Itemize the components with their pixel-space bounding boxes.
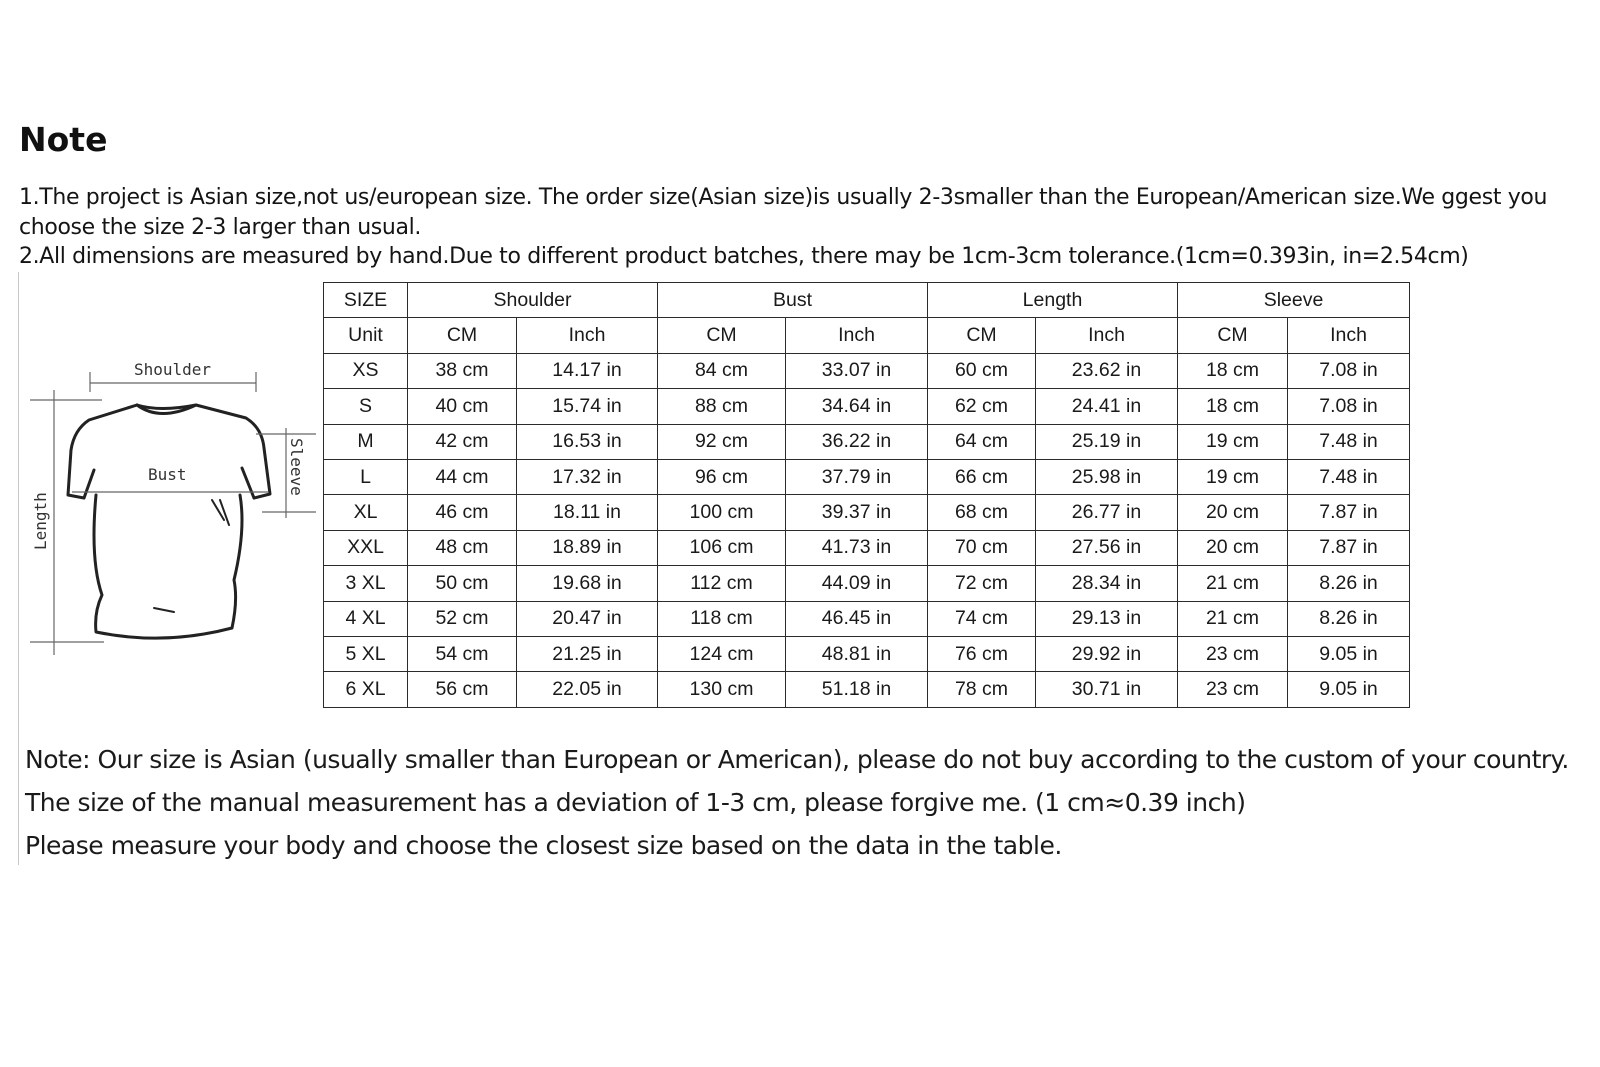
measure-cell: 62 cm xyxy=(928,389,1036,424)
measure-cell: 23 cm xyxy=(1178,672,1288,707)
measure-cell: 18.89 in xyxy=(517,530,658,565)
table-row xyxy=(324,672,1410,707)
measure-cell: 7.48 in xyxy=(1288,424,1410,459)
measure-cell: 112 cm xyxy=(658,566,786,601)
size-cell: 4 XL xyxy=(324,601,408,636)
measure-cell: 37.79 in xyxy=(786,459,928,494)
notes-block xyxy=(19,183,1579,272)
measure-cell: 70 cm xyxy=(928,530,1036,565)
measure-cell: 68 cm xyxy=(928,495,1036,530)
measure-cell: 29.92 in xyxy=(1036,636,1178,671)
unit-cell: Inch xyxy=(786,318,928,353)
measure-cell: 33.07 in xyxy=(786,353,928,388)
measure-cell: 18 cm xyxy=(1178,389,1288,424)
unit-cell: CM xyxy=(928,318,1036,353)
diagram-label-shoulder: Shoulder xyxy=(134,360,212,379)
measure-cell: 96 cm xyxy=(658,459,786,494)
size-cell: XS xyxy=(324,353,408,388)
measure-cell: 23 cm xyxy=(1178,636,1288,671)
unit-cell: CM xyxy=(408,318,517,353)
note-line-1: 1.The project is Asian size,not us/european size. The order size(Asian size)is usually 2-3smaller than the European/American size.We ggest you choose the size 2-3 larger than usual. xyxy=(19,185,1548,240)
measure-cell: 54 cm xyxy=(408,636,517,671)
measure-cell: 44 cm xyxy=(408,459,517,494)
measure-cell: 74 cm xyxy=(928,601,1036,636)
group-header-sleeve: Sleeve xyxy=(1178,283,1410,318)
measure-cell: 39.37 in xyxy=(786,495,928,530)
measure-cell: 8.26 in xyxy=(1288,601,1410,636)
measure-cell: 34.64 in xyxy=(786,389,928,424)
measure-cell: 130 cm xyxy=(658,672,786,707)
measure-cell: 19 cm xyxy=(1178,459,1288,494)
measure-cell: 7.08 in xyxy=(1288,353,1410,388)
measure-cell: 30.71 in xyxy=(1036,672,1178,707)
measure-cell: 56 cm xyxy=(408,672,517,707)
measure-cell: 19.68 in xyxy=(517,566,658,601)
table-row xyxy=(324,495,1410,530)
measure-cell: 20.47 in xyxy=(517,601,658,636)
diagram-label-length: Length xyxy=(31,492,50,550)
measure-cell: 18 cm xyxy=(1178,353,1288,388)
size-header-cell: SIZE xyxy=(324,283,408,318)
measure-cell: 7.87 in xyxy=(1288,530,1410,565)
table-header-row xyxy=(324,283,1410,318)
measure-cell: 48 cm xyxy=(408,530,517,565)
size-cell: 3 XL xyxy=(324,566,408,601)
table-row xyxy=(324,566,1410,601)
measure-cell: 100 cm xyxy=(658,495,786,530)
table-row xyxy=(324,424,1410,459)
table-row xyxy=(324,459,1410,494)
measure-cell: 15.74 in xyxy=(517,389,658,424)
measure-cell: 66 cm xyxy=(928,459,1036,494)
page-title: Note xyxy=(19,120,108,159)
measure-cell: 25.19 in xyxy=(1036,424,1178,459)
measure-cell: 42 cm xyxy=(408,424,517,459)
measure-cell: 60 cm xyxy=(928,353,1036,388)
unit-header-cell: Unit xyxy=(324,318,408,353)
footer-line-1: Note: Our size is Asian (usually smaller than European or American), please do not buy according to the custom of your country. xyxy=(25,745,1569,774)
unit-cell: Inch xyxy=(517,318,658,353)
unit-cell: Inch xyxy=(1288,318,1410,353)
divider-line xyxy=(18,272,19,865)
note-line-2: 2.All dimensions are measured by hand.Due to different product batches, there may be 1cm-3cm tolerance.(1cm=0.393in, in=2.54cm) xyxy=(19,244,1469,269)
measure-cell: 72 cm xyxy=(928,566,1036,601)
size-cell: M xyxy=(324,424,408,459)
measure-cell: 92 cm xyxy=(658,424,786,459)
measure-cell: 22.05 in xyxy=(517,672,658,707)
diagram-label-sleeve: Sleeve xyxy=(287,438,306,496)
size-cell: S xyxy=(324,389,408,424)
measure-cell: 24.41 in xyxy=(1036,389,1178,424)
footer-line-3: Please measure your body and choose the closest size based on the data in the table. xyxy=(25,831,1062,860)
size-chart-table xyxy=(323,282,1410,708)
measure-cell: 88 cm xyxy=(658,389,786,424)
measure-cell: 118 cm xyxy=(658,601,786,636)
measure-cell: 26.77 in xyxy=(1036,495,1178,530)
unit-cell: Inch xyxy=(1036,318,1178,353)
measure-cell: 29.13 in xyxy=(1036,601,1178,636)
table-row xyxy=(324,530,1410,565)
size-cell: L xyxy=(324,459,408,494)
measure-cell: 18.11 in xyxy=(517,495,658,530)
table-row xyxy=(324,636,1410,671)
size-cell: 6 XL xyxy=(324,672,408,707)
measure-cell: 9.05 in xyxy=(1288,672,1410,707)
measure-cell: 106 cm xyxy=(658,530,786,565)
tshirt-icon xyxy=(68,405,270,638)
unit-cell: CM xyxy=(658,318,786,353)
size-cell: XXL xyxy=(324,530,408,565)
measure-cell: 20 cm xyxy=(1178,530,1288,565)
measure-cell: 17.32 in xyxy=(517,459,658,494)
measure-cell: 46 cm xyxy=(408,495,517,530)
measure-cell: 64 cm xyxy=(928,424,1036,459)
measure-cell: 40 cm xyxy=(408,389,517,424)
table-row xyxy=(324,601,1410,636)
measure-cell: 46.45 in xyxy=(786,601,928,636)
measure-cell: 78 cm xyxy=(928,672,1036,707)
group-header-length: Length xyxy=(928,283,1178,318)
measure-cell: 28.34 in xyxy=(1036,566,1178,601)
measure-cell: 14.17 in xyxy=(517,353,658,388)
measure-cell: 23.62 in xyxy=(1036,353,1178,388)
measure-cell: 41.73 in xyxy=(786,530,928,565)
measure-cell: 21 cm xyxy=(1178,566,1288,601)
measure-cell: 16.53 in xyxy=(517,424,658,459)
measure-cell: 21.25 in xyxy=(517,636,658,671)
table-unit-row xyxy=(324,318,1410,353)
footer-notes xyxy=(25,738,1569,867)
table-row xyxy=(324,389,1410,424)
measure-cell: 51.18 in xyxy=(786,672,928,707)
group-header-shoulder: Shoulder xyxy=(408,283,658,318)
measure-cell: 21 cm xyxy=(1178,601,1288,636)
measure-cell: 20 cm xyxy=(1178,495,1288,530)
measure-cell: 36.22 in xyxy=(786,424,928,459)
measure-cell: 50 cm xyxy=(408,566,517,601)
measure-cell: 7.08 in xyxy=(1288,389,1410,424)
measure-cell: 7.48 in xyxy=(1288,459,1410,494)
measure-cell: 8.26 in xyxy=(1288,566,1410,601)
measure-cell: 38 cm xyxy=(408,353,517,388)
measure-cell: 7.87 in xyxy=(1288,495,1410,530)
table-row xyxy=(324,353,1410,388)
measure-cell: 84 cm xyxy=(658,353,786,388)
measure-cell: 19 cm xyxy=(1178,424,1288,459)
measure-cell: 27.56 in xyxy=(1036,530,1178,565)
measure-cell: 76 cm xyxy=(928,636,1036,671)
measure-cell: 124 cm xyxy=(658,636,786,671)
measure-cell: 48.81 in xyxy=(786,636,928,671)
group-header-bust: Bust xyxy=(658,283,928,318)
measure-cell: 25.98 in xyxy=(1036,459,1178,494)
measure-cell: 9.05 in xyxy=(1288,636,1410,671)
tshirt-measurement-diagram xyxy=(24,350,320,660)
measure-cell: 52 cm xyxy=(408,601,517,636)
size-cell: 5 XL xyxy=(324,636,408,671)
unit-cell: CM xyxy=(1178,318,1288,353)
size-cell: XL xyxy=(324,495,408,530)
diagram-label-bust: Bust xyxy=(148,465,187,484)
measure-cell: 44.09 in xyxy=(786,566,928,601)
footer-line-2: The size of the manual measurement has a deviation of 1-3 cm, please forgive me. (1 cm≈0.39 inch) xyxy=(25,788,1246,817)
